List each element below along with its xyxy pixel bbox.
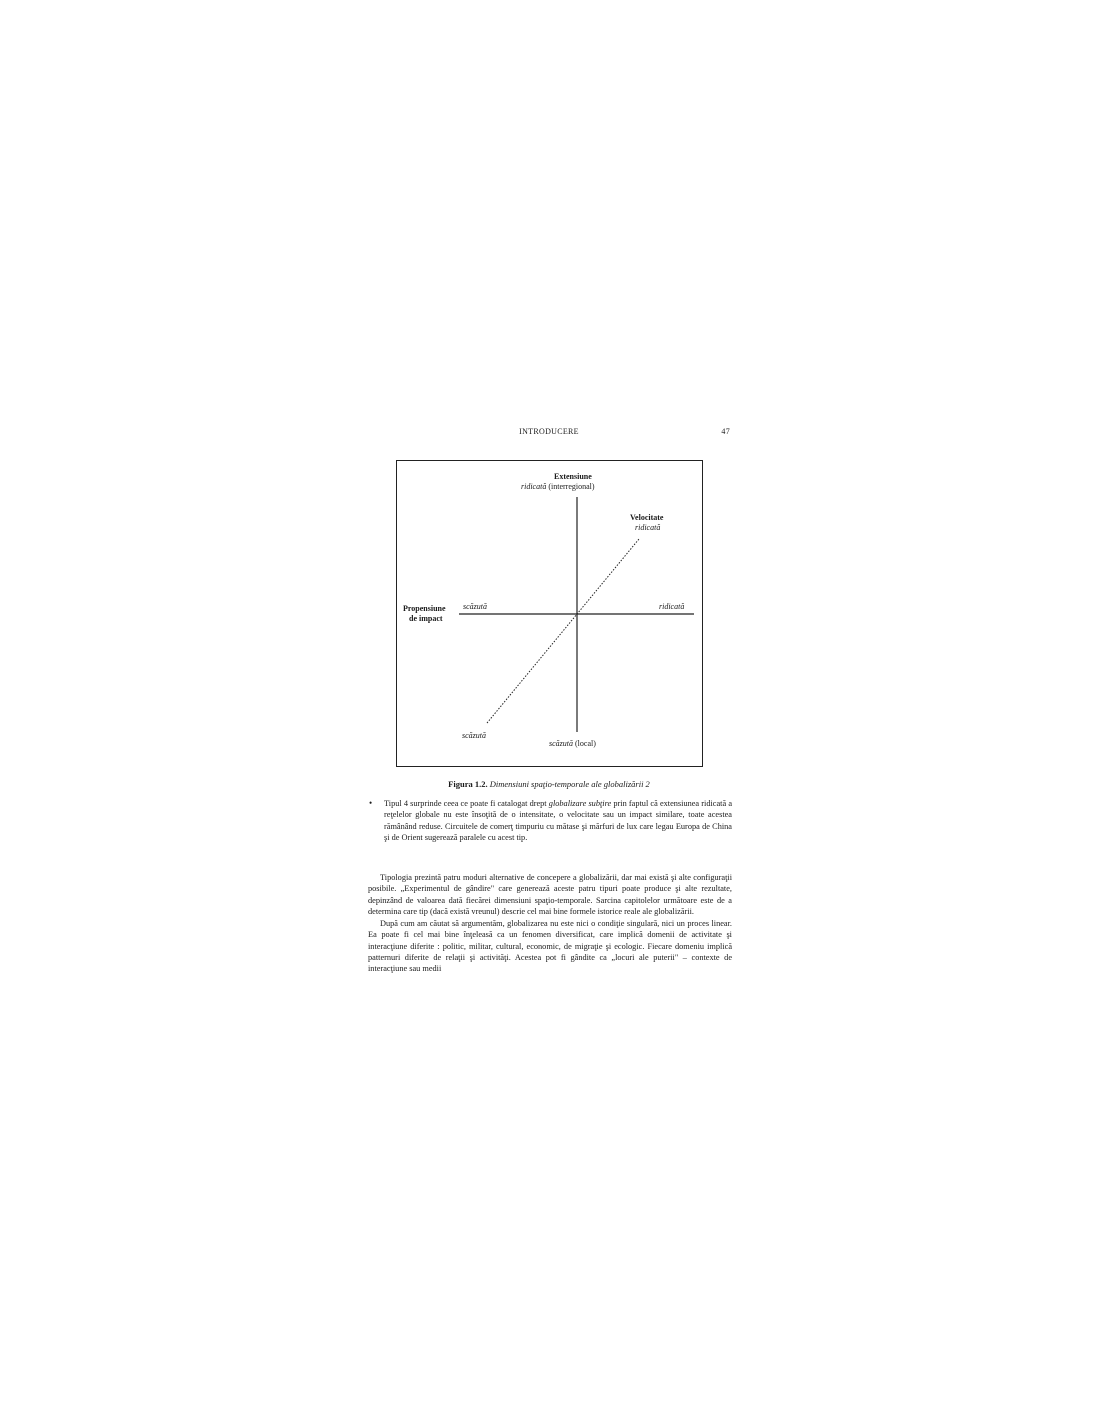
figure-diagram	[396, 460, 703, 767]
top-axis-title: Extensiune	[554, 472, 592, 481]
bullet-emphasis: globalizare subţire	[548, 799, 612, 808]
diagonal-axis-title: Velocitate	[630, 513, 664, 522]
bullet-symbol: •	[369, 798, 373, 808]
diagonal-axis	[487, 539, 639, 723]
diagonal-axis-high: ridicată	[635, 523, 661, 532]
page-header	[368, 427, 730, 441]
bullet-text-end: prin faptul că extensiunea ridicată a reţelelor globale nu este însoţită de o intensitate, o velocitate sau un impact similare, toate acestea rămânând reduse. Circuitele de comerţ timpuriu cu mătase şi mărfuri de lux care legau Europa de China şi de Orient sugerează paralele cu acest tip.	[384, 799, 733, 842]
bottom-axis-label	[549, 739, 596, 749]
running-title: INTRODUCERE	[519, 427, 579, 436]
figure-caption	[368, 779, 730, 789]
bottom-axis-range: (local)	[573, 739, 596, 748]
top-axis-range: (interregional)	[546, 482, 595, 491]
horizontal-axis-high: ridicată	[659, 602, 685, 611]
bullet-text-start: Tipul 4 surprinde ceea ce poate fi catalogat drept	[384, 799, 549, 808]
paragraph-typology: Tipologia prezintă patru moduri alternative de concepere a globalizării, dar mai există şi alte configuraţii posibile. „Experimentul de gândire" care generează aceste patru tipuri poate produce şi alte rezultate, depinzând de valoarea dată fiecărei dimensiuni spaţio-temporale. Sarcina capitolelor următoare este de a determina care tip (dacă există vreunul) descrie cel mai bine formele istorice reale ale globalizării.	[368, 873, 732, 916]
top-axis-high: ridicată	[521, 482, 547, 491]
left-axis-title-line2: de impact	[409, 614, 443, 623]
body-text	[368, 872, 732, 975]
caption-title: Dimensiuni spaţio-temporale ale globalizării 2	[489, 779, 650, 789]
horizontal-axis-low: scăzută	[463, 602, 487, 611]
caption-number: Figura 1.2.	[448, 779, 488, 789]
page-number: 47	[721, 427, 730, 436]
bottom-axis-low: scăzută	[549, 739, 573, 748]
top-axis-subtitle	[521, 482, 595, 492]
left-axis-title-line1: Propensiune	[403, 604, 446, 613]
axes-svg	[397, 461, 704, 768]
bullet-paragraph	[368, 798, 732, 843]
paragraph-globalization: După cum am căutat să argumentăm, globalizarea nu este nici o condiţie singulară, nici un proces linear. Ea poate fi cel mai bine înţeleasă ca un fenomen diversificat, care implică domenii de activitate şi interacţiune diferite : politic, militar, cultural, economic, de migraţie şi ecologic. Fiecare domeniu implică patternuri diferite de relaţii şi activităţi. Acestea pot fi gândite ca „locuri ale puterii" – contexte de interacţiune sau medii	[368, 919, 732, 974]
diagonal-axis-low: scăzută	[462, 731, 486, 740]
